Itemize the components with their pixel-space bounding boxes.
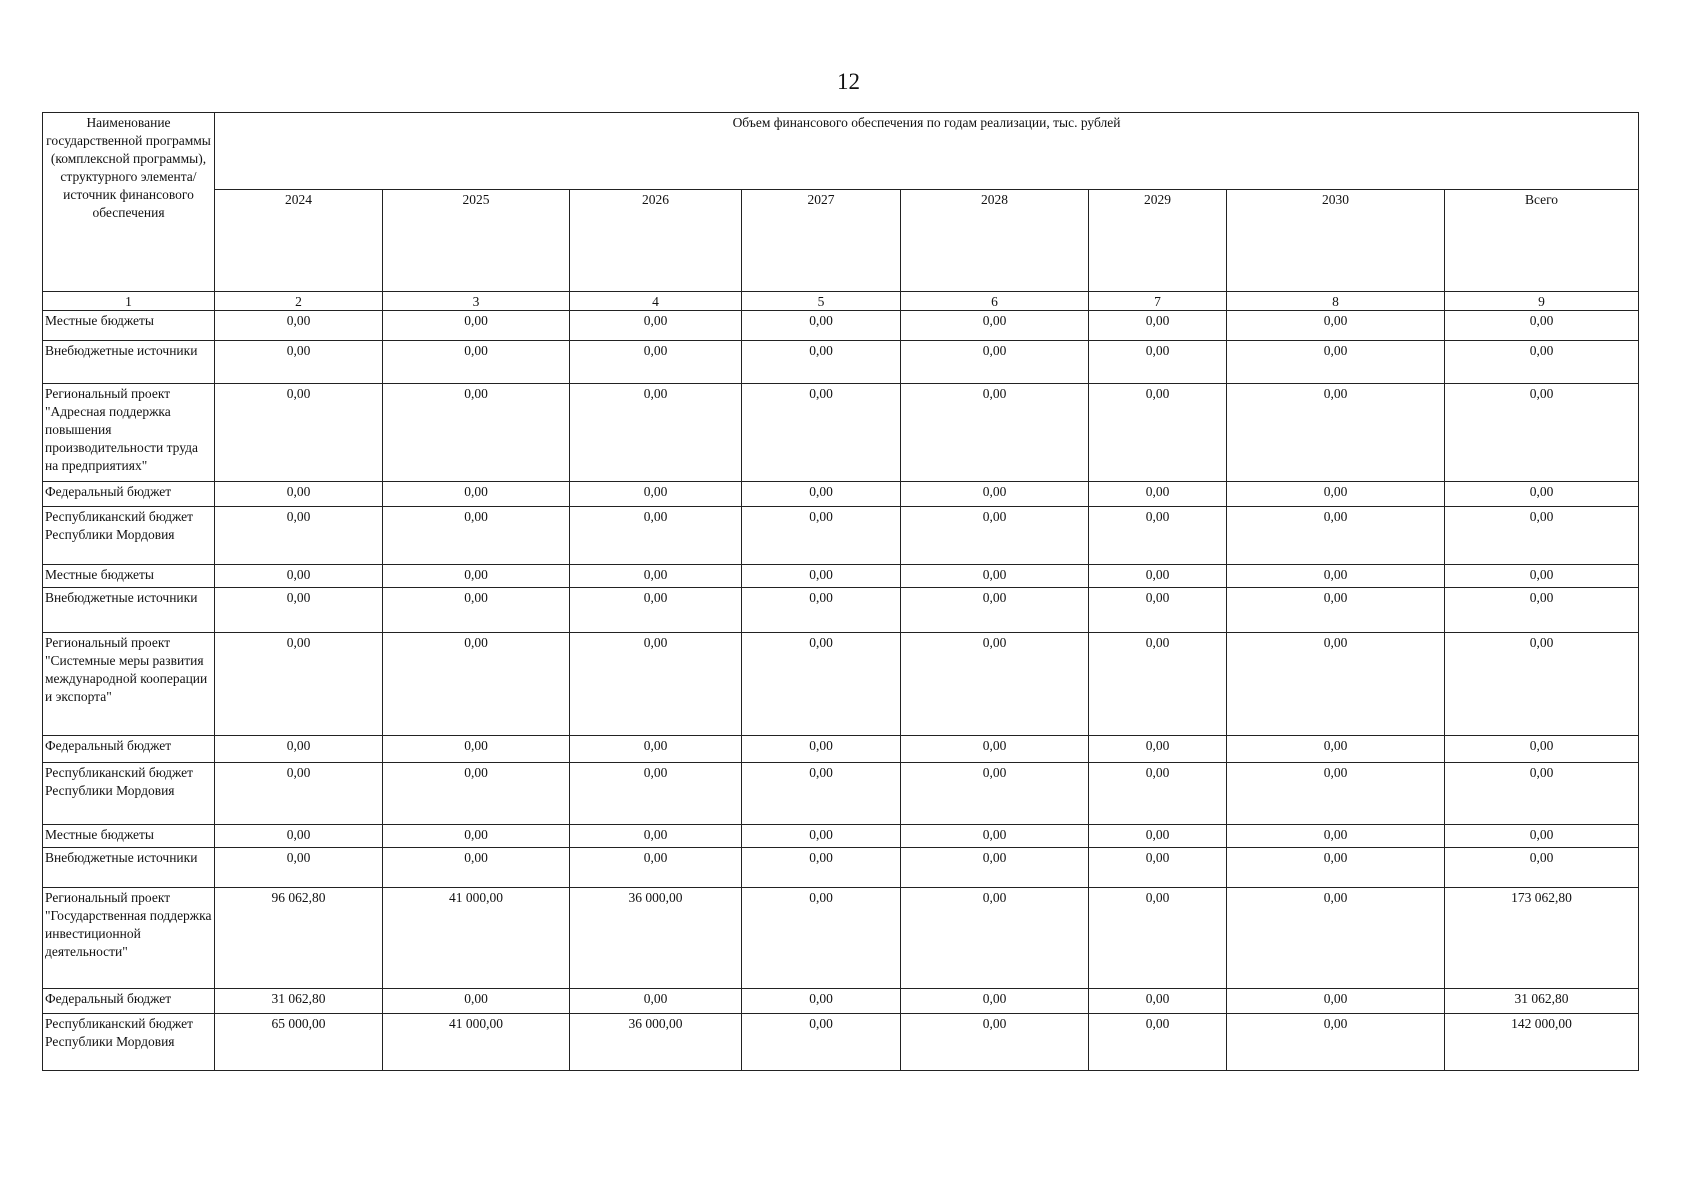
year-value: 0,00 (383, 736, 570, 763)
year-value: 0,00 (215, 482, 383, 507)
year-value: 0,00 (570, 736, 742, 763)
year-value: 0,00 (1227, 565, 1445, 588)
table-row (43, 384, 1639, 482)
year-value: 31 062,80 (215, 989, 383, 1014)
total-header: Всего (1445, 190, 1639, 292)
year-value: 0,00 (383, 763, 570, 825)
column-number: 9 (1445, 292, 1639, 311)
year-value: 0,00 (901, 848, 1089, 888)
year-value: 0,00 (742, 848, 901, 888)
year-value: 0,00 (901, 633, 1089, 736)
year-value: 0,00 (1227, 763, 1445, 825)
year-value: 0,00 (570, 482, 742, 507)
table-body (43, 311, 1639, 1071)
table-row (43, 736, 1639, 763)
year-value: 0,00 (1227, 989, 1445, 1014)
year-value: 0,00 (1089, 507, 1227, 565)
year-value: 0,00 (383, 633, 570, 736)
column-number: 3 (383, 292, 570, 311)
total-value: 0,00 (1445, 384, 1639, 482)
year-value: 0,00 (742, 311, 901, 341)
total-value: 0,00 (1445, 736, 1639, 763)
year-header: 2028 (901, 190, 1089, 292)
year-value: 0,00 (1089, 888, 1227, 989)
year-value: 0,00 (215, 341, 383, 384)
year-header: 2027 (742, 190, 901, 292)
row-name: Внебюджетные источники (43, 848, 215, 888)
year-value: 0,00 (901, 482, 1089, 507)
year-value: 0,00 (1089, 384, 1227, 482)
year-value: 0,00 (901, 311, 1089, 341)
year-value: 41 000,00 (383, 1014, 570, 1071)
year-value: 0,00 (1227, 311, 1445, 341)
year-value: 0,00 (901, 588, 1089, 633)
year-value: 0,00 (901, 888, 1089, 989)
year-header: 2024 (215, 190, 383, 292)
total-value: 142 000,00 (1445, 1014, 1639, 1071)
year-value: 0,00 (215, 311, 383, 341)
year-value: 0,00 (570, 384, 742, 482)
table-row (43, 507, 1639, 565)
year-value: 0,00 (1227, 825, 1445, 848)
year-value: 0,00 (1227, 633, 1445, 736)
year-value: 0,00 (1227, 888, 1445, 989)
year-value: 0,00 (901, 1014, 1089, 1071)
table-row (43, 588, 1639, 633)
page-number: 12 (837, 69, 860, 94)
year-value: 0,00 (383, 341, 570, 384)
row-name: Региональный проект "Адресная поддержка повышения производительности труда на предприятиях" (43, 384, 215, 482)
year-value: 0,00 (1227, 736, 1445, 763)
year-value: 0,00 (742, 341, 901, 384)
year-value: 0,00 (1227, 588, 1445, 633)
year-value: 0,00 (215, 736, 383, 763)
year-value: 0,00 (742, 825, 901, 848)
financing-table (42, 112, 1639, 1071)
year-value: 0,00 (1227, 341, 1445, 384)
row-name: Местные бюджеты (43, 565, 215, 588)
year-value: 0,00 (570, 825, 742, 848)
year-value: 0,00 (1227, 1014, 1445, 1071)
row-name: Республиканский бюджет Республики Мордовия (43, 507, 215, 565)
total-value: 0,00 (1445, 507, 1639, 565)
column-number: 4 (570, 292, 742, 311)
year-value: 0,00 (383, 384, 570, 482)
year-value: 0,00 (742, 989, 901, 1014)
year-value: 0,00 (570, 311, 742, 341)
year-value: 0,00 (383, 311, 570, 341)
year-value: 0,00 (742, 384, 901, 482)
row-name: Региональный проект "Государственная поддержка инвестиционной деятельности" (43, 888, 215, 989)
row-name: Местные бюджеты (43, 311, 215, 341)
year-value: 0,00 (1089, 633, 1227, 736)
year-value: 0,00 (1089, 1014, 1227, 1071)
year-value: 0,00 (742, 763, 901, 825)
year-value: 0,00 (570, 848, 742, 888)
year-value: 0,00 (901, 763, 1089, 825)
year-value: 0,00 (742, 888, 901, 989)
year-header: 2029 (1089, 190, 1227, 292)
year-value: 0,00 (570, 633, 742, 736)
year-value: 0,00 (383, 565, 570, 588)
year-value: 0,00 (383, 507, 570, 565)
column-number: 5 (742, 292, 901, 311)
year-value: 0,00 (901, 565, 1089, 588)
column-number: 2 (215, 292, 383, 311)
row-name: Республиканский бюджет Республики Мордовия (43, 763, 215, 825)
year-value: 0,00 (1227, 482, 1445, 507)
table-row (43, 848, 1639, 888)
year-value: 0,00 (383, 482, 570, 507)
total-value: 0,00 (1445, 341, 1639, 384)
year-value: 0,00 (742, 1014, 901, 1071)
table-row (43, 1014, 1639, 1071)
total-value: 0,00 (1445, 763, 1639, 825)
table-row (43, 341, 1639, 384)
total-value: 0,00 (1445, 588, 1639, 633)
year-value: 0,00 (215, 565, 383, 588)
year-value: 0,00 (570, 341, 742, 384)
year-value: 0,00 (742, 482, 901, 507)
year-value: 0,00 (570, 763, 742, 825)
table-row (43, 633, 1639, 736)
year-value: 0,00 (901, 989, 1089, 1014)
row-name: Федеральный бюджет (43, 989, 215, 1014)
total-value: 31 062,80 (1445, 989, 1639, 1014)
year-value: 0,00 (1089, 588, 1227, 633)
year-value: 65 000,00 (215, 1014, 383, 1071)
year-value: 0,00 (1227, 848, 1445, 888)
column-number: 6 (901, 292, 1089, 311)
year-value: 0,00 (215, 848, 383, 888)
total-value: 0,00 (1445, 848, 1639, 888)
year-value: 0,00 (1089, 848, 1227, 888)
year-value: 0,00 (215, 384, 383, 482)
table-row (43, 763, 1639, 825)
year-value: 0,00 (742, 588, 901, 633)
total-value: 0,00 (1445, 565, 1639, 588)
year-value: 0,00 (1089, 565, 1227, 588)
year-value: 0,00 (383, 825, 570, 848)
year-value: 36 000,00 (570, 888, 742, 989)
year-value: 0,00 (1089, 763, 1227, 825)
table-row (43, 888, 1639, 989)
year-value: 0,00 (1089, 736, 1227, 763)
year-value: 0,00 (570, 588, 742, 633)
row-name: Региональный проект "Системные меры развития международной кооперации и экспорта" (43, 633, 215, 736)
column-number-row (43, 292, 1639, 311)
column-number: 1 (43, 292, 215, 311)
year-value: 0,00 (570, 565, 742, 588)
column-number: 7 (1089, 292, 1227, 311)
year-value: 0,00 (215, 633, 383, 736)
year-value: 0,00 (383, 848, 570, 888)
year-value: 0,00 (742, 633, 901, 736)
year-value: 0,00 (901, 736, 1089, 763)
year-value: 0,00 (901, 825, 1089, 848)
year-value: 0,00 (1089, 311, 1227, 341)
year-header-row (43, 190, 1639, 292)
year-value: 96 062,80 (215, 888, 383, 989)
year-header: 2030 (1227, 190, 1445, 292)
row-name: Внебюджетные источники (43, 588, 215, 633)
year-value: 0,00 (215, 507, 383, 565)
total-value: 0,00 (1445, 825, 1639, 848)
table-row (43, 565, 1639, 588)
year-value: 0,00 (1089, 825, 1227, 848)
year-value: 0,00 (1227, 384, 1445, 482)
year-value: 0,00 (215, 588, 383, 633)
year-value: 41 000,00 (383, 888, 570, 989)
table-row (43, 989, 1639, 1014)
year-value: 0,00 (570, 989, 742, 1014)
year-value: 0,00 (1089, 989, 1227, 1014)
row-name: Федеральный бюджет (43, 482, 215, 507)
row-name: Республиканский бюджет Республики Мордовия (43, 1014, 215, 1071)
volume-header: Объем финансового обеспечения по годам реализации, тыс. рублей (215, 113, 1639, 190)
year-value: 0,00 (383, 588, 570, 633)
total-value: 173 062,80 (1445, 888, 1639, 989)
total-value: 0,00 (1445, 311, 1639, 341)
name-column-header: Наименование государственной программы (комплексной программы), структурного элемента/источник финансового обеспечения (43, 113, 215, 292)
column-number: 8 (1227, 292, 1445, 311)
year-value: 0,00 (901, 507, 1089, 565)
row-name: Местные бюджеты (43, 825, 215, 848)
row-name: Внебюджетные источники (43, 341, 215, 384)
table-row (43, 825, 1639, 848)
year-value: 0,00 (742, 565, 901, 588)
year-value: 0,00 (1089, 341, 1227, 384)
table-row (43, 311, 1639, 341)
year-value: 0,00 (901, 384, 1089, 482)
year-value: 0,00 (742, 507, 901, 565)
total-value: 0,00 (1445, 633, 1639, 736)
total-value: 0,00 (1445, 482, 1639, 507)
row-name: Федеральный бюджет (43, 736, 215, 763)
year-value: 0,00 (383, 989, 570, 1014)
year-value: 0,00 (1089, 482, 1227, 507)
year-value: 0,00 (570, 507, 742, 565)
year-header: 2025 (383, 190, 570, 292)
year-value: 0,00 (742, 736, 901, 763)
year-value: 0,00 (215, 763, 383, 825)
year-value: 36 000,00 (570, 1014, 742, 1071)
year-value: 0,00 (215, 825, 383, 848)
year-value: 0,00 (1227, 507, 1445, 565)
year-header: 2026 (570, 190, 742, 292)
year-value: 0,00 (901, 341, 1089, 384)
table-row (43, 482, 1639, 507)
